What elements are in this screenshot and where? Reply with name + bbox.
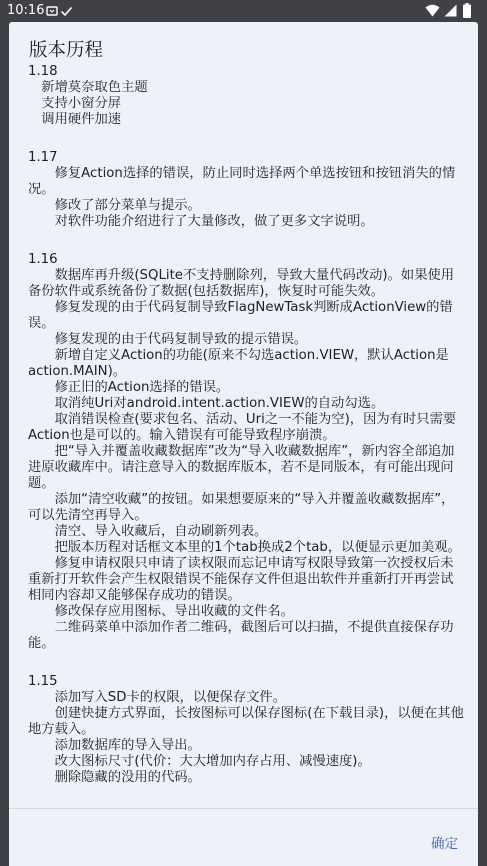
changelog-entry: 修复Action选择的错误，防止同时选择两个单选按钮和按钮消失的情况。 <box>28 166 456 197</box>
changelog-entry: 对软件功能介绍进行了大量修改，做了更多文字说明。 <box>54 214 374 229</box>
version-number: 1.15 <box>28 674 58 689</box>
version-number: 1.18 <box>28 64 58 79</box>
status-bar <box>0 0 487 22</box>
changelog-entry: 把版本历程对话框文本里的1个tab换成2个tab，以便显示更加美观。 <box>54 540 461 555</box>
changelog-entry: 删除隐藏的没用的代码。 <box>54 770 201 785</box>
changelog-entry: 清空、导入收藏后，自动刷新列表。 <box>54 524 268 539</box>
wifi-icon <box>425 4 440 17</box>
changelog-entry: 修复申请权限只申请了读权限而忘记申请写权限导致第一次授权后未重新打开软件会产生权限错误不能保存文件但退出软件并重新打开再尝试相同内容却又能够保存成功的错误。 <box>28 556 454 603</box>
battery-icon <box>463 3 471 18</box>
changelog-entry: 修正旧的Action选择的错误。 <box>54 380 230 395</box>
check-icon <box>60 4 73 18</box>
android-debug-icon <box>45 4 59 18</box>
changelog-entry: 修复发现的由于代码复制导致的提示错误。 <box>54 332 308 347</box>
changelog-entry: 新增莫奈取色主题 <box>41 80 148 95</box>
version-history-dialog <box>9 22 478 866</box>
version-block <box>28 252 465 652</box>
changelog-entry: 支持小窗分屏 <box>41 96 122 111</box>
changelog-entry: 调用硬件加速 <box>41 112 122 127</box>
status-time: 10:16 <box>7 3 45 18</box>
changelog-entry: 添加写入SD卡的权限，以便保存文件。 <box>54 690 287 705</box>
changelog-entry: 添加数据库的导入导出。 <box>54 738 201 753</box>
signal-icon <box>444 4 457 17</box>
changelog-entry: 新增自定义Action的功能(原来不勾选action.VIEW，默认Action是action.MAIN)。 <box>28 348 449 379</box>
ok-button[interactable]: 确定 <box>431 836 458 852</box>
changelog-entry: 修复发现的由于代码复制导致FlagNewTask判断成ActionView的错误。 <box>28 300 453 331</box>
footer-divider <box>9 808 478 809</box>
changelog-entry: 改大图标尺寸(代价：大大增加内存占用、减慢速度)。 <box>54 754 371 769</box>
changelog-entry: 添加“清空收藏”的按钮。如果想要原来的“导入并覆盖收藏数据库”，可以先清空再导入。 <box>28 492 455 523</box>
version-history-content[interactable] <box>28 64 465 808</box>
version-block <box>28 150 465 230</box>
version-number: 1.16 <box>28 252 58 267</box>
dialog-title: 版本历程 <box>29 40 104 61</box>
changelog-entry: 取消错误检查(要求包名、活动、Uri之一不能为空)，因为有时只需要Action也是可以的。输入错误有可能导致程序崩溃。 <box>28 412 457 443</box>
changelog-entry: 二维码菜单中添加作者二维码，截图后可以扫描，不提供直接保存功能。 <box>28 620 454 651</box>
changelog-entry: 创建快捷方式界面，长按图标可以保存图标(在下载目录)，以便在其他地方载入。 <box>28 706 464 737</box>
changelog-entry: 取消纯Uri对android.intent.action.VIEW的自动勾选。 <box>54 396 385 411</box>
changelog-entry: 修改保存应用图标、导出收藏的文件名。 <box>54 604 294 619</box>
version-block <box>28 64 465 128</box>
version-number: 1.17 <box>28 150 58 165</box>
changelog-entry: 把“导入并覆盖收藏数据库”改为“导入收藏数据库”，新内容全部追加进原收藏库中。请注意导入的数据库版本，若不是同版本，有可能出现问题。 <box>28 444 455 491</box>
changelog-entry: 数据库再升级(SQLite不支持删除列，导致大量代码改动)。如果使用备份软件或系统备份了数据(包括数据库)，恢复时可能失效。 <box>28 268 455 299</box>
changelog-entry: 修改了部分菜单与提示。 <box>54 198 201 213</box>
version-block <box>28 674 465 786</box>
